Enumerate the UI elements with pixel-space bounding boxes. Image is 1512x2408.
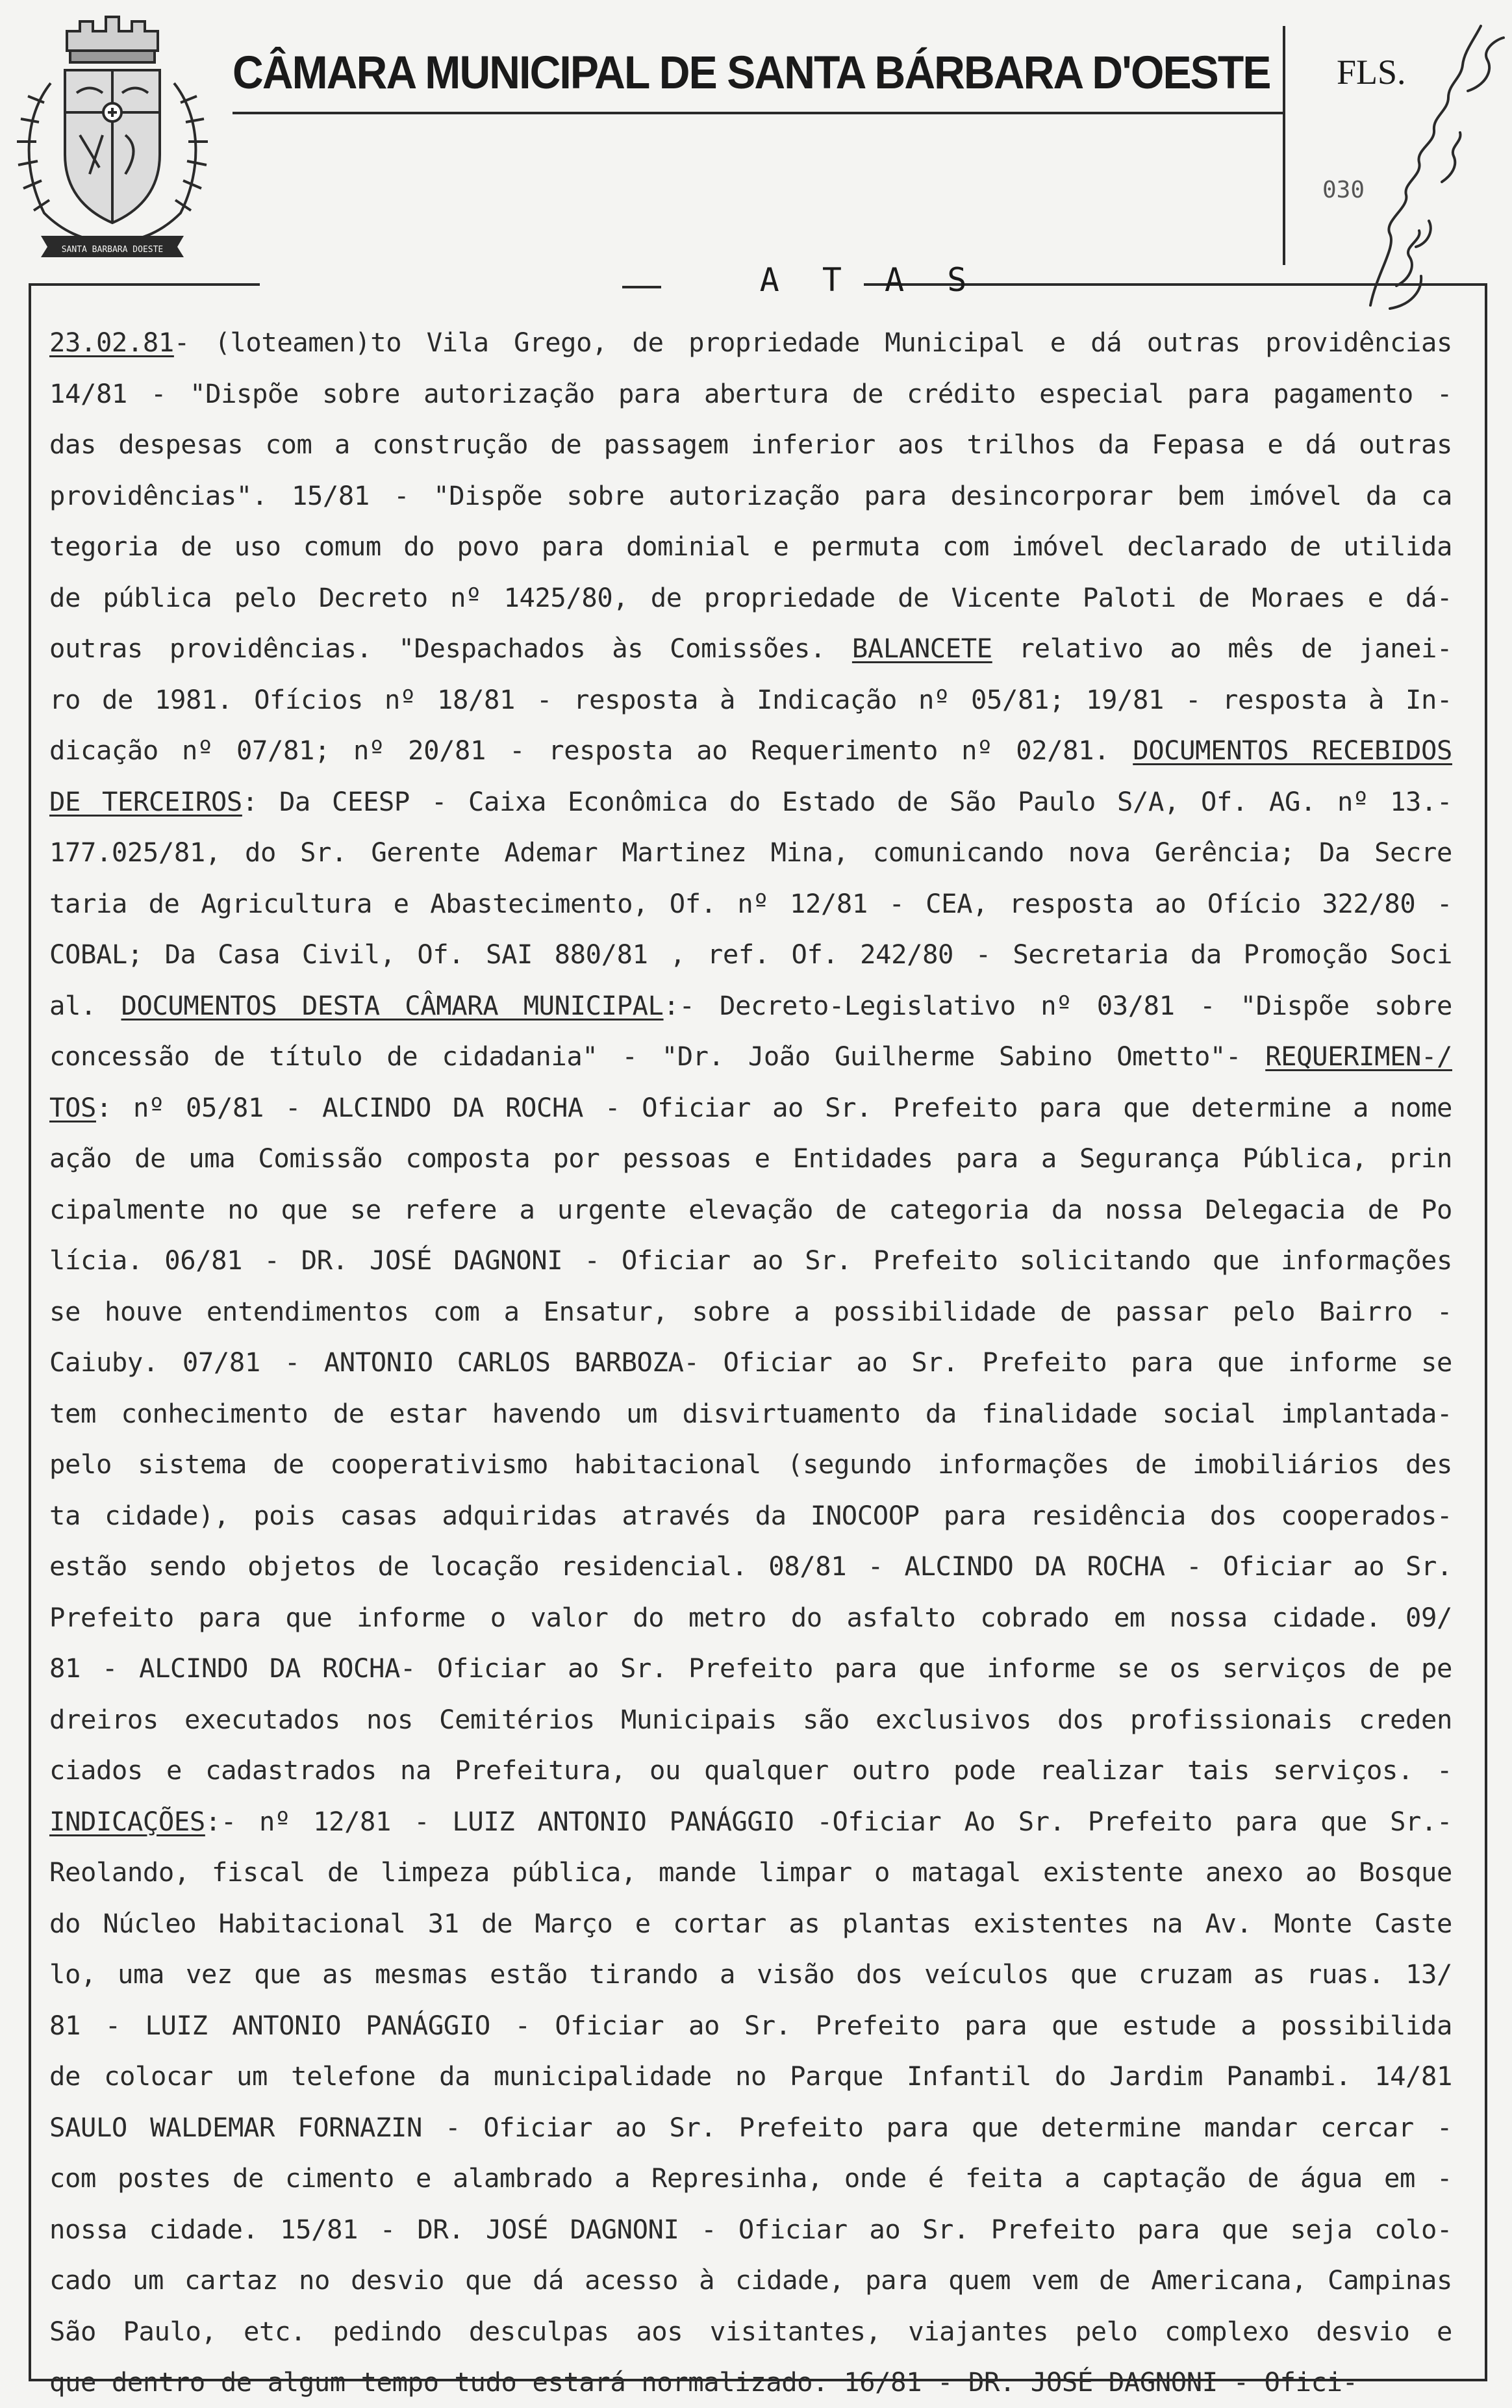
text-segment: 81 - LUIZ ANTONIO PANÁGGIO - Oficiar ao Sr. Prefeito para que estude a possibilida <box>49 2009 1452 2041</box>
text-segment: 81 - ALCINDO DA ROCHA- Oficiar ao Sr. Prefeito para que informe se os serviços de pe <box>49 1653 1452 1684</box>
folio-number: 030 <box>1322 177 1365 203</box>
text-line <box>49 1388 1452 1439</box>
text-line <box>49 1490 1452 1541</box>
page-title: CÂMARA MUNICIPAL DE SANTA BÁRBARA D'OESTE <box>233 47 1270 99</box>
text-line <box>49 2204 1452 2255</box>
text-segment: COBAL; Da Casa Civil, Of. SAI 880/81 , ref. Of. 242/80 - Secretaria da Promoção Soci <box>49 939 1452 970</box>
municipal-crest <box>5 5 220 259</box>
text-line <box>49 1541 1452 1592</box>
text-segment: que dentro de algum tempo tudo estará normalizado. 16/81 - DR. JOSÉ DAGNONI - Ofici- <box>49 2366 1358 2398</box>
text-segment: São Paulo, etc. pedindo desculpas aos visitantes, viajantes pelo complexo desvio e <box>49 2315 1452 2347</box>
text-line <box>49 929 1452 980</box>
text-segment: Prefeito para que informe o valor do metro do asfalto cobrado em nossa cidade. 09/ <box>49 1601 1452 1633</box>
text-line <box>49 2102 1452 2153</box>
text-segment: ta cidade), pois casas adquiridas através da INOCOOP para residência dos cooperados- <box>49 1499 1452 1531</box>
text-line <box>49 1133 1452 1184</box>
text-line <box>49 470 1452 522</box>
minutes-body <box>49 317 1452 2408</box>
text-segment: cipalmente no que se refere a urgente elevação de categoria da nossa Delegacia de Po <box>49 1193 1452 1225</box>
underlined-heading: DOCUMENTOS RECEBIDOS <box>1133 735 1452 766</box>
text-line <box>49 1796 1452 1847</box>
section-heading-row <box>258 261 1511 308</box>
text-line <box>49 2357 1452 2408</box>
underlined-heading: 23.02.81 <box>49 327 174 358</box>
text-segment: - (loteamen)to Vila Grego, de propriedade Municipal e dá outras providências <box>173 327 1452 358</box>
text-line <box>49 878 1452 930</box>
text-line <box>49 521 1452 572</box>
text-line <box>49 1184 1452 1236</box>
text-segment: providências". 15/81 - "Dispõe sobre autorização para desincorporar bem imóvel da ca <box>49 479 1452 511</box>
text-segment: lo, uma vez que as mesmas estão tirando a visão dos veículos que cruzam as ruas. 13/ <box>49 1958 1452 1990</box>
text-segment: 14/81 - "Dispõe sobre autorização para abertura de crédito especial para pagamento - <box>49 377 1452 409</box>
underlined-heading: DOCUMENTOS DESTA CÂMARA MUNICIPAL <box>121 989 664 1021</box>
text-line <box>49 1745 1452 1796</box>
text-line <box>49 1694 1452 1745</box>
underlined-heading: BALANCETE <box>851 633 992 664</box>
text-line <box>49 1898 1452 1949</box>
text-segment: dicação nº 07/81; nº 20/81 - resposta ao Requerimento nº 02/81. <box>49 735 1133 766</box>
text-line <box>49 2153 1452 2204</box>
text-line <box>49 2051 1452 2102</box>
text-segment: relativo ao mês de janei- <box>992 633 1453 664</box>
underlined-heading: REQUERIMEN-/ <box>1265 1041 1452 1072</box>
text-line <box>49 1643 1452 1694</box>
text-line <box>49 1949 1452 2000</box>
text-segment: ação de uma Comissão composta por pessoas e Entidades para a Segurança Pública, prin <box>49 1143 1452 1174</box>
text-segment: Reolando, fiscal de limpeza pública, mande limpar o matagal existente anexo ao Bosque <box>49 1857 1452 1888</box>
text-segment: de pública pelo Decreto nº 1425/80, de propriedade de Vicente Paloti de Moraes e dá- <box>49 581 1452 613</box>
text-segment: ciados e cadastrados na Prefeitura, ou qualquer outro pode realizar tais serviços. - <box>49 1755 1452 1786</box>
text-line <box>49 1286 1452 1337</box>
text-segment: concessão de título de cidadania" - "Dr. João Guilherme Sabino Ometto"- <box>49 1041 1266 1072</box>
text-segment: : nº 05/81 - ALCINDO DA ROCHA - Oficiar ao Sr. Prefeito para que determine a nome <box>95 1091 1452 1123</box>
text-line <box>49 2306 1452 2357</box>
underlined-heading: INDICAÇÕES <box>49 1805 205 1837</box>
text-segment: se houve entendimentos com a Ensatur, sobre a possibilidade de passar pelo Bairro - <box>49 1295 1452 1327</box>
text-segment: de colocar um telefone da municipalidade no Parque Infantil do Jardim Panambi. 14/81 <box>49 2060 1452 2092</box>
text-segment: nossa cidade. 15/81 - DR. JOSÉ DAGNONI - Oficiar ao Sr. Prefeito para que seja colo- <box>49 2213 1452 2245</box>
text-segment: pelo sistema de cooperativismo habitacional (segundo informações de imobiliários des <box>49 1449 1452 1480</box>
text-segment: das despesas com a construção de passagem inferior aos trilhos da Fepasa e dá outras <box>49 429 1452 460</box>
text-segment: estão sendo objetos de locação residencial. 08/81 - ALCINDO DA ROCHA - Oficiar ao Sr. <box>49 1551 1452 1582</box>
text-segment: do Núcleo Habitacional 31 de Março e cortar as plantas existentes na Av. Monte Caste <box>49 1907 1452 1939</box>
text-segment: outras providências. "Despachados às Comissões. <box>49 633 852 664</box>
text-segment: com postes de cimento e alambrado a Represinha, onde é feita a captação de água em - <box>49 2162 1452 2194</box>
text-segment: : Da CEESP - Caixa Econômica do Estado de São Paulo S/A, Of. AG. nº 13.- <box>242 785 1453 817</box>
text-segment: 177.025/81, do Sr. Gerente Ademar Martinez Mina, comunicando nova Gerência; Da Secre <box>49 837 1452 868</box>
text-line <box>49 1337 1452 1388</box>
text-line <box>49 776 1452 828</box>
header-divider <box>1283 26 1285 265</box>
text-line <box>49 980 1452 1032</box>
text-segment: ro de 1981. Ofícios nº 18/81 - resposta à Indicação nº 05/81; 19/81 - resposta à In- <box>49 683 1452 715</box>
text-line <box>49 2255 1452 2306</box>
underlined-heading: TOS <box>49 1091 96 1123</box>
underlined-heading: DE TERCEIROS <box>49 785 242 817</box>
text-segment: tem conhecimento de estar havendo um disvirtuamento da finalidade social implantada- <box>49 1397 1452 1429</box>
text-segment: Caiuby. 07/81 - ANTONIO CARLOS BARBOZA- Oficiar ao Sr. Prefeito para que informe se <box>49 1347 1452 1378</box>
text-segment: :- Decreto-Legislativo nº 03/81 - "Dispõe sobre <box>663 989 1452 1021</box>
text-line <box>49 1439 1452 1490</box>
folio-label: FLS. <box>1337 53 1406 92</box>
text-line <box>49 1082 1452 1134</box>
text-segment: SAULO WALDEMAR FORNAZIN - Oficiar ao Sr. Prefeito para que determine mandar cercar - <box>49 2111 1452 2143</box>
text-line <box>49 2000 1452 2051</box>
text-line <box>49 1235 1452 1286</box>
text-segment: dreiros executados nos Cemitérios Municipais são exclusivos dos profissionais creden <box>49 1703 1452 1735</box>
text-line <box>49 623 1452 674</box>
text-segment: al. <box>49 989 121 1021</box>
heading-rule-left <box>622 286 661 288</box>
text-line <box>49 1847 1452 1898</box>
text-segment: cado um cartaz no desvio que dá acesso à cidade, para quem vem de Americana, Campinas <box>49 2264 1452 2296</box>
text-segment: lícia. 06/81 - DR. JOSÉ DAGNONI - Oficiar ao Sr. Prefeito solicitando que informações <box>49 1245 1452 1276</box>
title-rule <box>233 112 1283 114</box>
crest-ribbon-text: SANTA BARBARA DOESTE <box>61 245 164 255</box>
text-line <box>49 1592 1452 1643</box>
text-line <box>49 419 1452 470</box>
text-line <box>49 368 1452 420</box>
text-segment: taria de Agricultura e Abastecimento, Of. nº 12/81 - CEA, resposta ao Ofício 322/80 - <box>49 887 1452 919</box>
text-line <box>49 317 1452 368</box>
text-segment: tegoria de uso comum do povo para dominial e permuta com imóvel declarado de utilida <box>49 531 1452 562</box>
text-line <box>49 674 1452 726</box>
text-line <box>49 572 1452 624</box>
text-line <box>49 1031 1452 1082</box>
section-heading: A T A S <box>759 261 979 299</box>
text-line <box>49 725 1452 776</box>
text-line <box>49 827 1452 878</box>
text-segment: :- nº 12/81 - LUIZ ANTONIO PANÁGGIO -Oficiar Ao Sr. Prefeito para que Sr.- <box>205 1805 1452 1837</box>
